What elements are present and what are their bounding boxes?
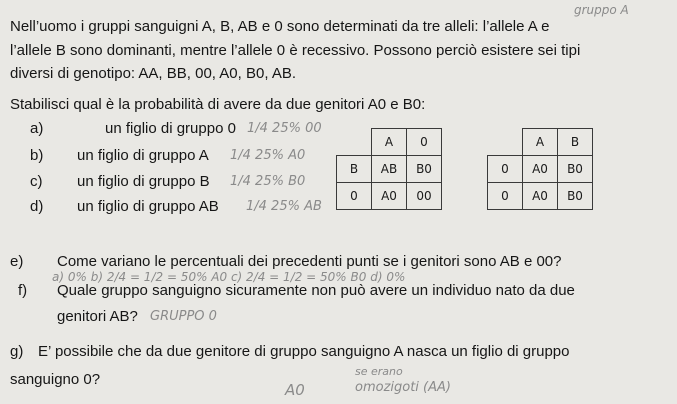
intro-line-1: Nell’uomo i gruppi sanguigni A, B, AB e 0 sono determinati da tre alleli: l’allele A e xyxy=(10,18,550,35)
item-letter: a) xyxy=(30,120,44,137)
grid-cell: A0 xyxy=(523,156,558,183)
item-text: E’ possibile che da due genitore di gruppo sanguigno A nasca un figlio di gruppo xyxy=(38,343,570,360)
grid-col-header: A xyxy=(372,129,407,156)
item-answer: 1/4 25% 00 xyxy=(247,121,322,136)
item-answer: A0 xyxy=(285,381,305,399)
grid-cell: B0 xyxy=(407,156,442,183)
item-answer: 1/4 25% A0 xyxy=(230,148,306,163)
item-text-2: sanguigno 0? xyxy=(10,371,101,388)
item-text: un figlio di gruppo 0 xyxy=(105,120,236,137)
grid-cell: AB xyxy=(372,156,407,183)
grid-corner xyxy=(488,129,523,156)
item-text: un figlio di gruppo A xyxy=(77,147,209,164)
intro-line-2: l’allele B sono dominanti, mentre l’allele 0 è recessivo. Possono perciò esistere sei tipi xyxy=(10,42,581,59)
item-answer: GRUPPO 0 xyxy=(150,309,217,324)
item-letter: g) xyxy=(10,343,24,360)
grid-cell: 00 xyxy=(407,183,442,210)
grid-cell: B0 xyxy=(558,156,593,183)
item-answer: a) 0% b) 2/4 = 1/2 = 50% A0 c) 2/4 = 1/2 = 50% B0 d) 0% xyxy=(52,270,406,284)
item-letter: b) xyxy=(30,147,44,164)
item-answer-detail: omozigoti (AA) xyxy=(355,380,451,395)
grid-col-header: B xyxy=(558,129,593,156)
item-answer: 1/4 25% B0 xyxy=(230,174,306,189)
grid-row-header: B xyxy=(337,156,372,183)
item-text: un figlio di gruppo AB xyxy=(77,198,219,215)
item-text: Come variano le percentuali dei precedenti punti se i genitori sono AB e 00? xyxy=(57,253,562,270)
intro-line-3: diversi di genotipo: AA, BB, 00, A0, B0, AB. xyxy=(10,65,297,82)
punnett-grid-2 xyxy=(487,128,593,210)
grid-col-header: 0 xyxy=(407,129,442,156)
grid-cell: A0 xyxy=(523,183,558,210)
item-letter: c) xyxy=(30,173,43,190)
item-letter: f) xyxy=(18,282,28,299)
grid-corner xyxy=(337,129,372,156)
grid-row-header: 0 xyxy=(337,183,372,210)
grid2-note: gruppo A xyxy=(574,3,629,17)
grid-row-header: 0 xyxy=(488,156,523,183)
question-text: Stabilisci qual è la probabilità di avere da due genitori A0 e B0: xyxy=(10,96,426,113)
grid-cell: A0 xyxy=(372,183,407,210)
item-answer: 1/4 25% AB xyxy=(246,199,322,214)
item-text-2: genitori AB? xyxy=(57,308,138,325)
grid-cell: B0 xyxy=(558,183,593,210)
item-text: un figlio di gruppo B xyxy=(77,173,210,190)
item-letter: d) xyxy=(30,198,44,215)
punnett-grid-1 xyxy=(336,128,442,210)
item-answer-note: se erano xyxy=(355,365,403,378)
item-letter: e) xyxy=(10,253,24,270)
grid-row-header: 0 xyxy=(488,183,523,210)
grid-col-header: A xyxy=(523,129,558,156)
item-text: Quale gruppo sanguigno sicuramente non può avere un individuo nato da due xyxy=(57,282,575,299)
